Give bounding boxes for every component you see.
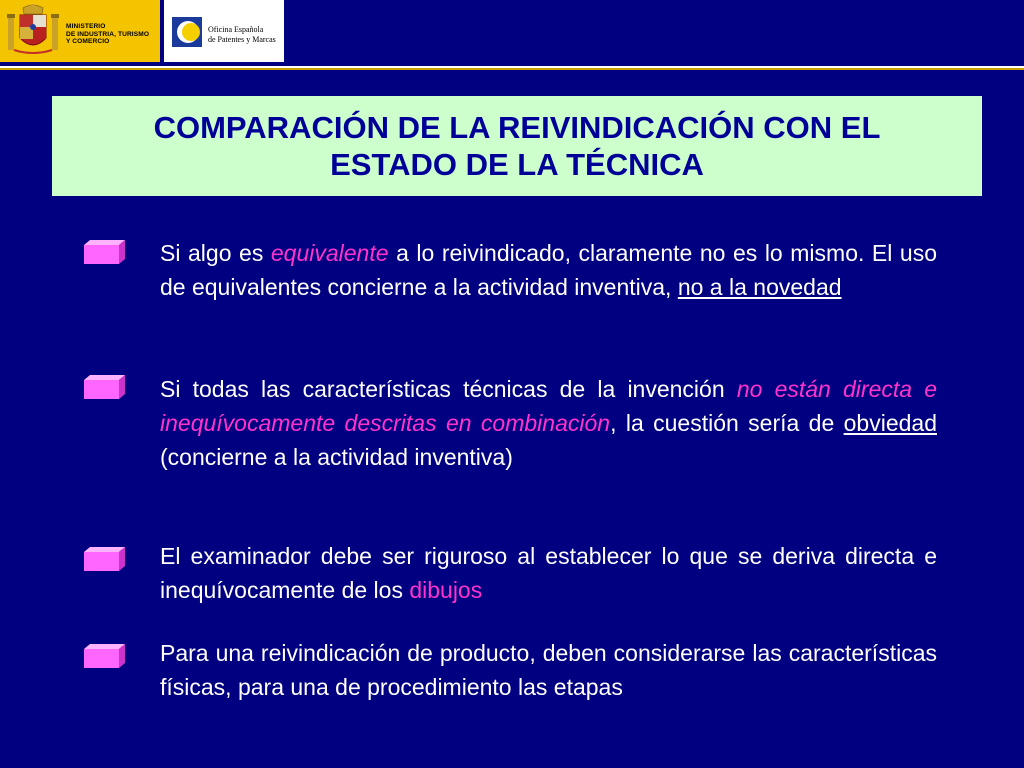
- bullet-emphasis: no están directa e inequívocamente descritas en combinación: [160, 376, 938, 436]
- oepm-emblem-icon: [172, 17, 202, 47]
- bullet-text: [160, 636, 937, 704]
- oepm-logo: [164, 0, 284, 62]
- oepm-line: Oficina Española: [208, 25, 264, 34]
- bullet-segment: , la cuestión sería de: [610, 410, 844, 436]
- bullet-segment: Para una reivindicación de producto, deben considerarse las características físicas, para una de procedimiento las etapas: [160, 640, 937, 700]
- bullet-segment: Si todas las características técnicas de la invención: [160, 376, 737, 402]
- bullet-segment: (concierne a la actividad inventiva): [160, 444, 513, 470]
- oepm-name: [208, 25, 276, 45]
- bullet-underline: no a la novedad: [677, 274, 842, 300]
- cube-bullet-icon: [84, 240, 126, 264]
- oepm-line: de Patentes y Marcas: [208, 35, 276, 44]
- bullet-text: [160, 372, 937, 474]
- title-line: COMPARACIÓN DE LA REIVINDICACIÓN CON EL: [153, 110, 881, 145]
- bullet-segment: Si algo es: [160, 240, 271, 266]
- ministry-name: [66, 23, 149, 46]
- bullet-underline: obviedad: [843, 410, 937, 436]
- cube-bullet-icon: [84, 547, 126, 571]
- ministry-logo: [0, 0, 160, 62]
- bullet-emphasis: equivalente: [270, 240, 389, 266]
- bullet-segment: El examinador debe ser riguroso al establecer lo que se deriva directa e inequívocamente de los: [160, 543, 937, 603]
- bullet-highlight: dibujos: [409, 577, 483, 603]
- cube-bullet-icon: [84, 644, 126, 668]
- title-line: ESTADO DE LA TÉCNICA: [330, 147, 704, 182]
- bullet-text: [160, 539, 937, 607]
- bullet-text: [160, 236, 937, 304]
- page-title: [77, 109, 957, 183]
- coat-of-arms-icon: [6, 4, 60, 58]
- header-bar: [0, 0, 1024, 64]
- ministry-line: MINISTERIO: [66, 23, 106, 30]
- bullet-segment: a lo reivindicado, claramente no es lo mismo. El uso de equivalentes concierne a la actividad inventiva,: [160, 240, 937, 300]
- title-box: [52, 96, 982, 196]
- ministry-line: Y COMERCIO: [66, 38, 110, 46]
- cube-bullet-icon: [84, 375, 126, 399]
- header-divider-accent: [0, 68, 1024, 70]
- ministry-line: DE INDUSTRIA, TURISMO: [66, 30, 150, 38]
